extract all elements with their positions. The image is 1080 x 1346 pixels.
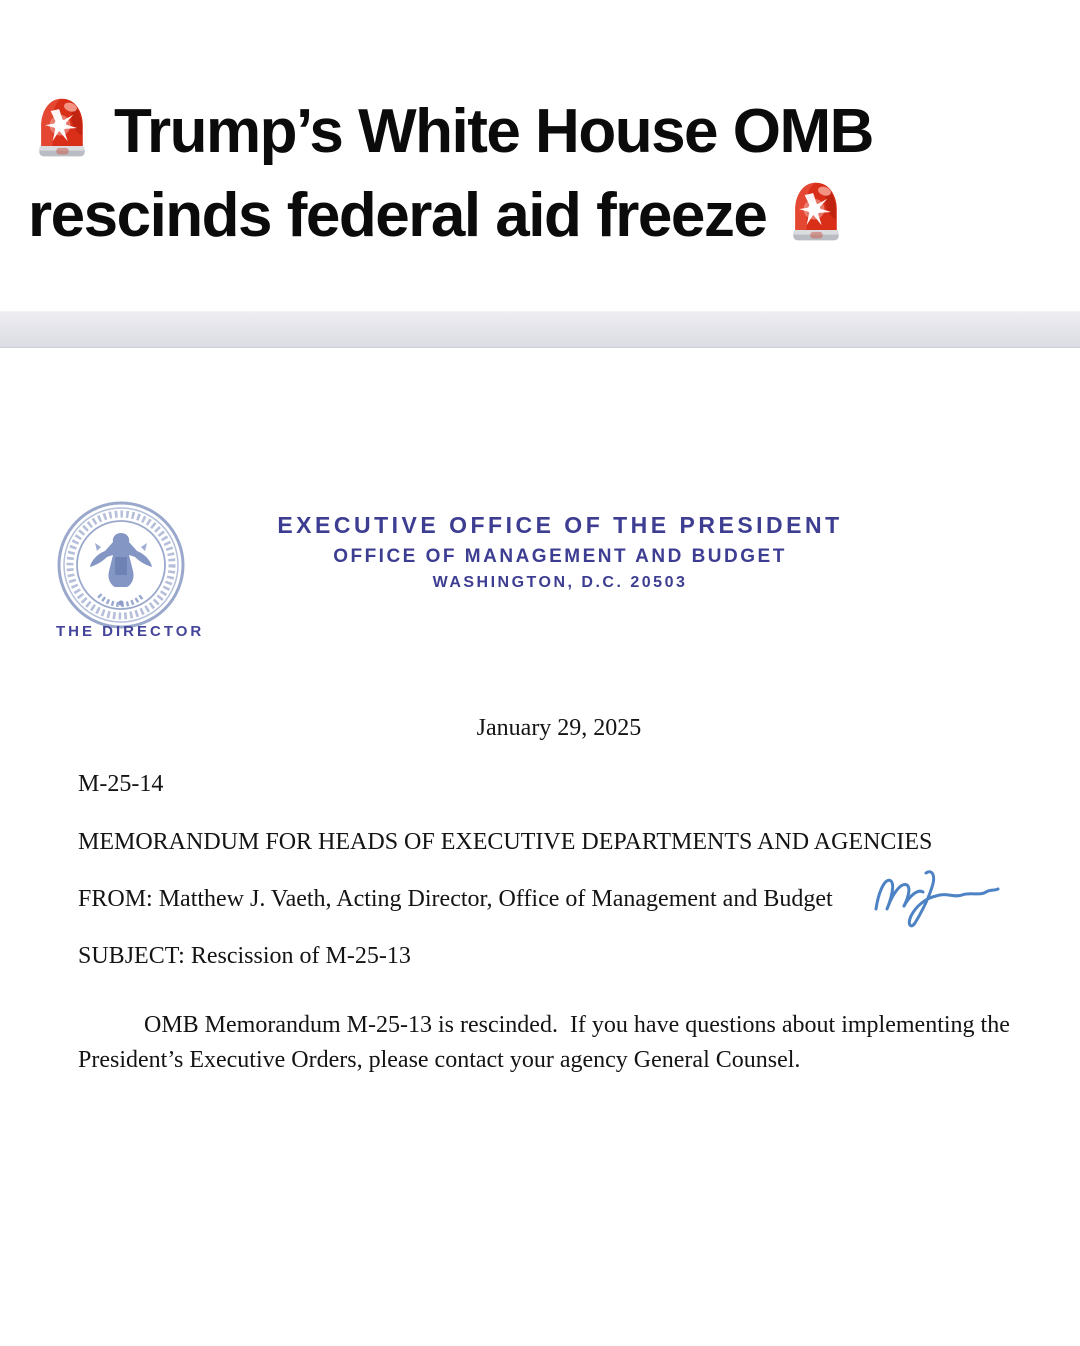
letterhead-line-1: EXECUTIVE OFFICE OF THE PRESIDENT [277,512,843,538]
headline-text-2: rescinds federal aid freeze [28,181,767,250]
headline [28,90,1058,258]
memo-from-line: FROM: Matthew J. Vaeth, Acting Director, Office of Management and Budget [78,886,833,912]
letterhead-line-3: WASHINGTON, D.C. 20503 [432,574,688,591]
seal-caption: THE DIRECTOR [56,623,205,640]
headline-text-1: Trump’s White House OMB [114,97,873,166]
signature-icon [868,865,1004,931]
police-light-icon [28,94,96,162]
headline-line-2 [28,174,1058,258]
police-light-icon [782,178,850,246]
memo-date: January 29, 2025 [476,715,642,741]
memo-subject-line: SUBJECT: Rescission of M-25-13 [78,943,411,969]
letterhead-line-2: OFFICE OF MANAGEMENT AND BUDGET [333,546,787,567]
memo-body-paragraph: OMB Memorandum M-25-13 is rescinded. If you have questions about implementing the President’s Executive Orders, please contact your agency General Counsel. [78,1012,1016,1073]
memorandum-heading: MEMORANDUM FOR HEADS OF EXECUTIVE DEPARTMENTS AND AGENCIES [78,829,933,855]
memo-number: M-25-14 [78,771,164,797]
divider-band [0,311,1080,348]
headline-line-1 [28,90,1058,174]
memo-document [0,349,1080,1346]
letterhead [120,512,1000,592]
